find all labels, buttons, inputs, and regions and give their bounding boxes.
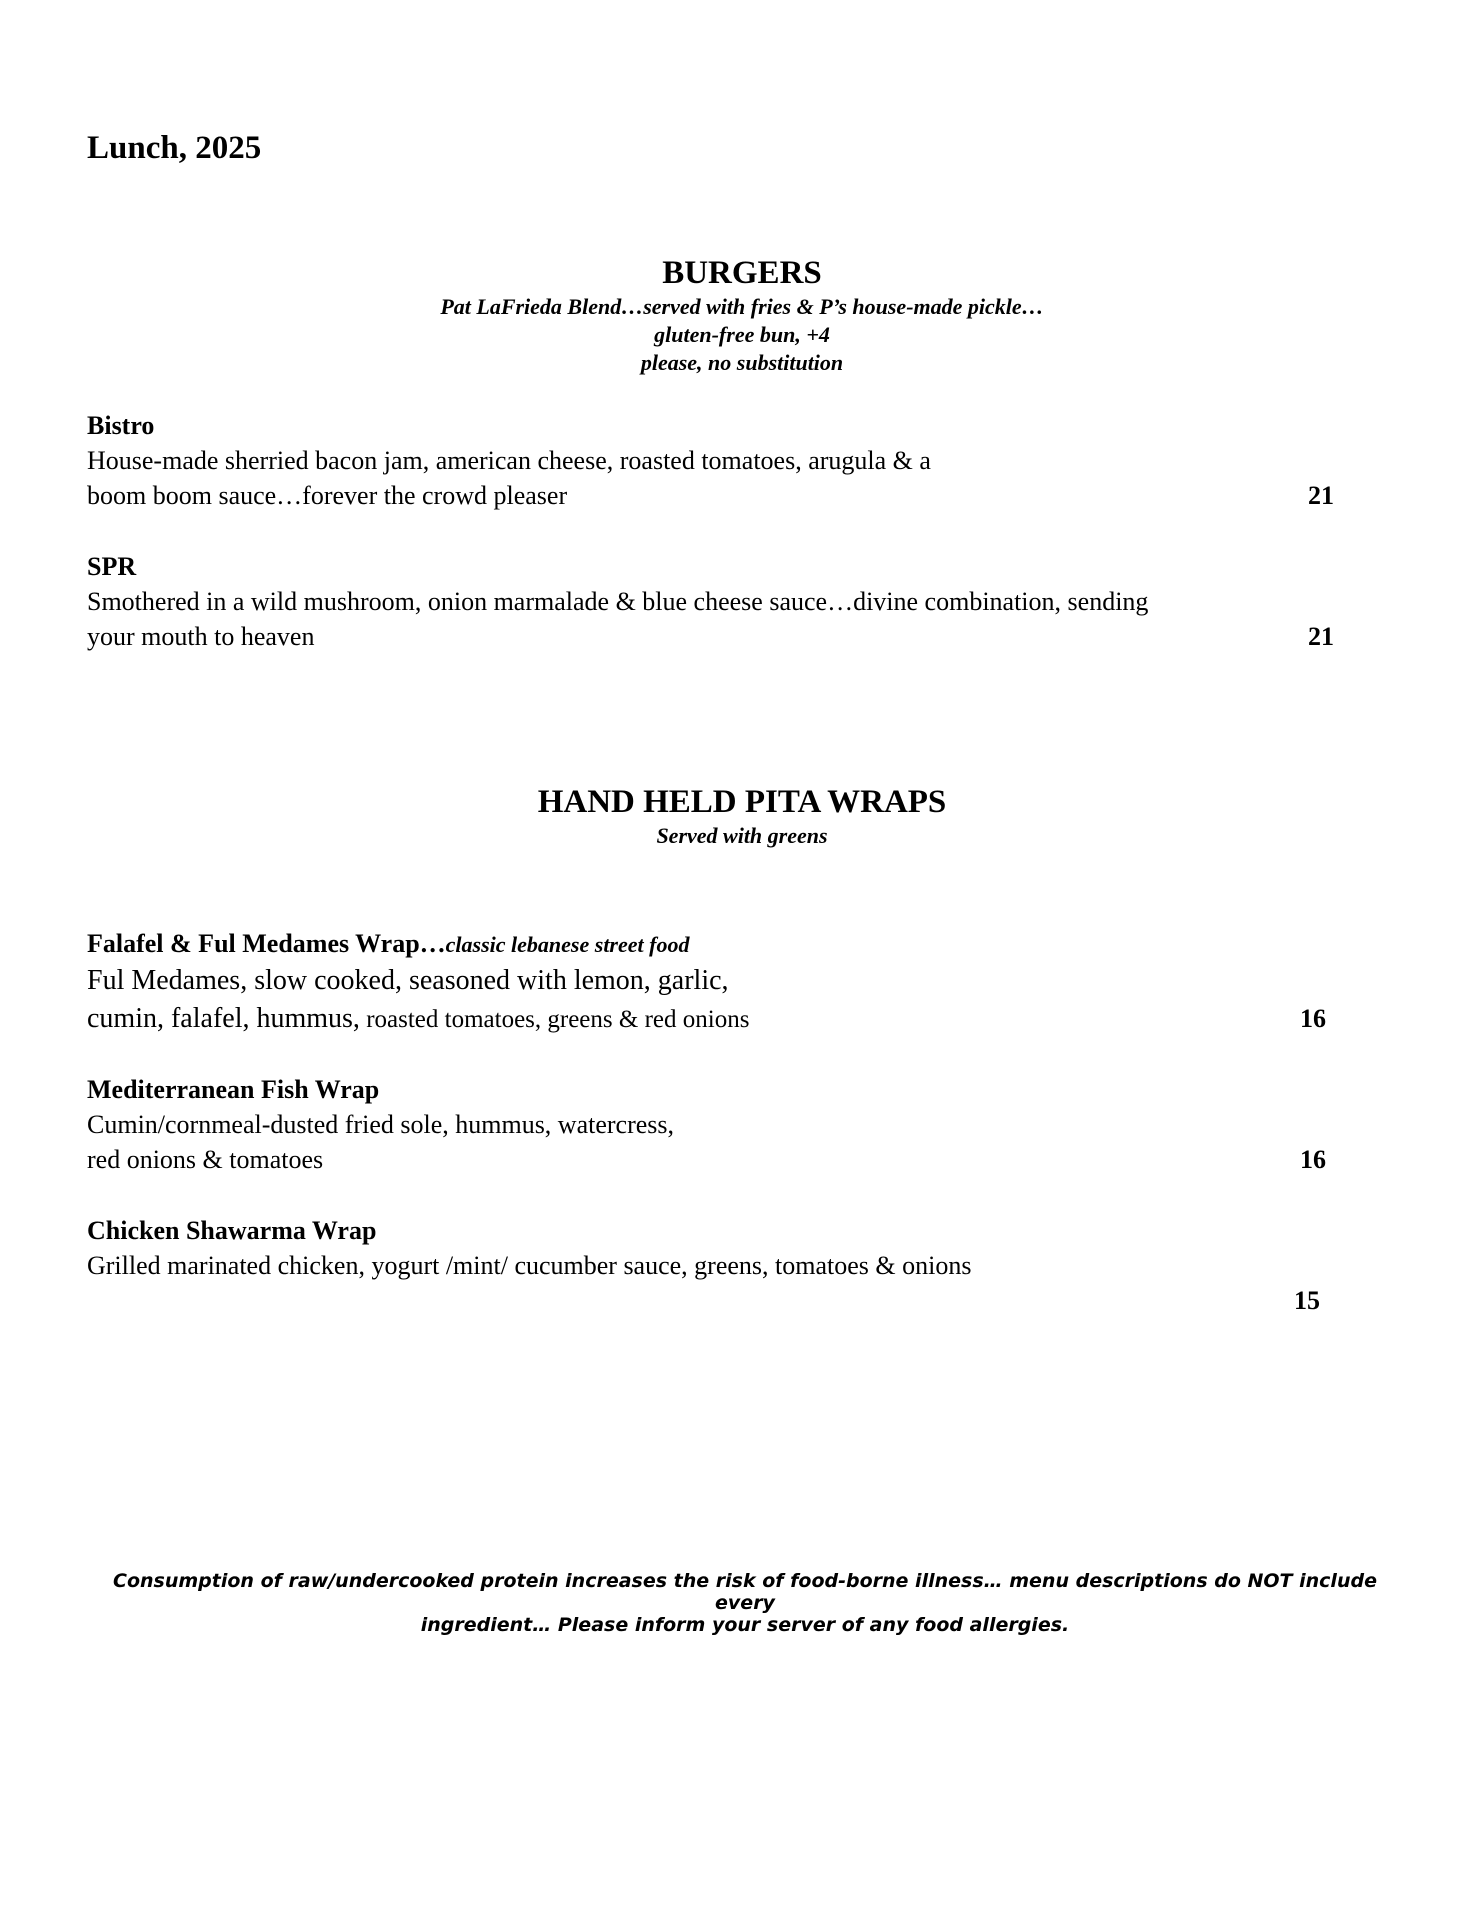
menu-item-fish-wrap <box>87 1072 1347 1177</box>
item-name: Bistro <box>87 411 155 440</box>
burgers-heading: BURGERS <box>662 255 822 291</box>
item-price-falafel-wrap: 16 <box>1300 1004 1326 1033</box>
menu-item-bistro <box>87 408 1347 513</box>
burgers-note-2: gluten-free bun, +4 <box>654 322 830 347</box>
item-description-line: boom boom sauce…forever the crowd pleaser <box>87 481 568 510</box>
item-name: Mediterranean Fish Wrap <box>87 1075 380 1104</box>
menu-item-falafel-wrap <box>87 926 1347 1039</box>
menu-title: Lunch, 2025 <box>87 130 262 166</box>
item-description-part: cumin, falafel, hummus, <box>87 1003 360 1034</box>
wraps-heading: HAND HELD PITA WRAPS <box>537 784 947 820</box>
item-price-fish-wrap: 16 <box>1300 1145 1326 1174</box>
item-description-part: roasted tomatoes, greens & red onions <box>359 1006 750 1033</box>
item-tagline: classic lebanese street food <box>445 932 690 957</box>
allergy-disclaimer <box>95 1570 1395 1636</box>
item-description-line: House-made sherried bacon jam, american cheese, roasted tomatoes, arugula & a <box>87 446 931 475</box>
burgers-note-1: Pat LaFrieda Blend…served with fries & P’s house-made pickle… <box>440 294 1044 319</box>
item-name-line <box>87 926 1347 962</box>
burgers-header <box>0 253 1484 377</box>
item-description-line: Grilled marinated chicken, yogurt /mint/ cucumber sauce, greens, tomatoes & onions <box>87 1251 972 1280</box>
menu-item-spr <box>87 549 1347 654</box>
disclaimer-line: Consumption of raw/undercooked protein increases the risk of food-borne illness… menu descriptions do NOT include every <box>113 1570 1377 1614</box>
item-description-line: Smothered in a wild mushroom, onion marmalade & blue cheese sauce…divine combination, sending <box>87 587 1149 616</box>
burgers-note-3: please, no substitution <box>640 350 844 375</box>
item-price-shawarma-wrap: 15 <box>1294 1286 1320 1315</box>
item-price-bistro: 21 <box>1308 481 1334 510</box>
wraps-header <box>0 782 1484 850</box>
item-name: SPR <box>87 552 137 581</box>
item-price-spr: 21 <box>1308 622 1334 651</box>
wraps-note: Served with greens <box>656 823 828 848</box>
item-name: Falafel & Ful Medames Wrap… <box>87 929 446 958</box>
item-name: Chicken Shawarma Wrap <box>87 1216 377 1245</box>
menu-item-shawarma-wrap <box>87 1213 1347 1283</box>
item-description-line <box>87 1000 1347 1039</box>
item-description-line: red onions & tomatoes <box>87 1145 324 1174</box>
disclaimer-line: ingredient… Please inform your server of any food allergies. <box>420 1614 1070 1636</box>
item-description-line: your mouth to heaven <box>87 622 315 651</box>
item-description-line: Ful Medames, slow cooked, seasoned with lemon, garlic, <box>87 965 729 996</box>
item-description-line: Cumin/cornmeal-dusted fried sole, hummus, watercress, <box>87 1110 675 1139</box>
